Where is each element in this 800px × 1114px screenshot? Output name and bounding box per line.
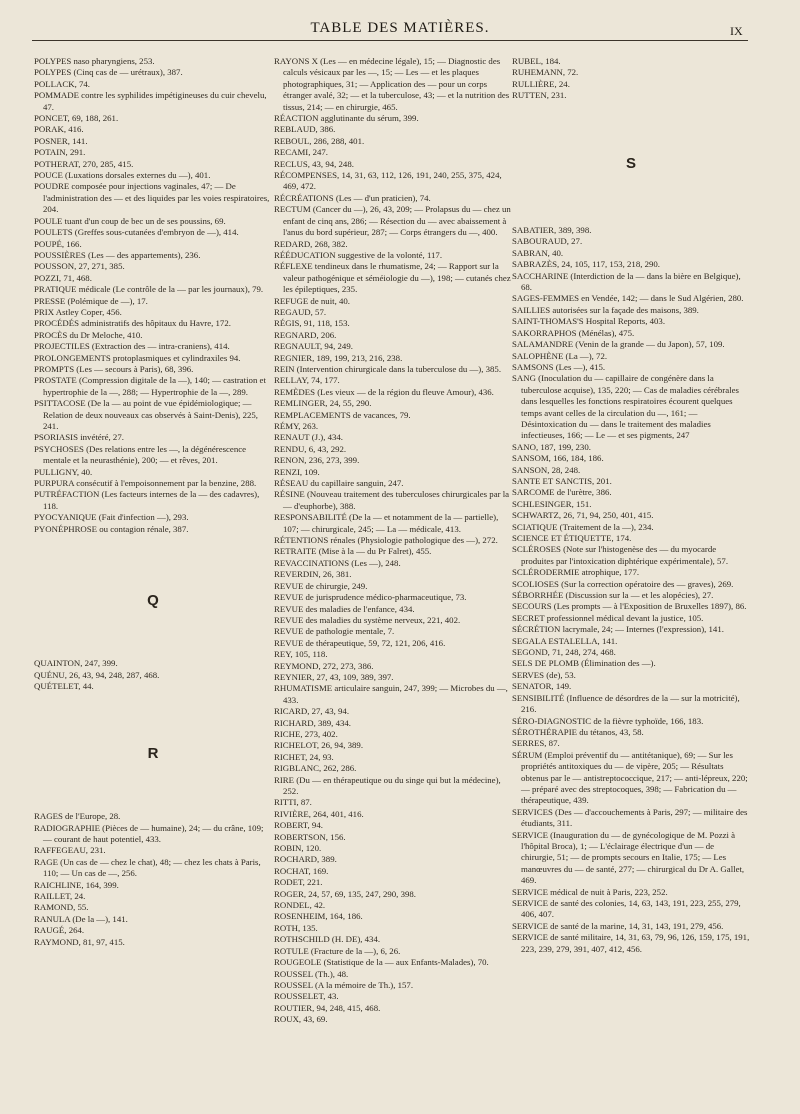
index-entry: REYMOND, 272, 273, 386.: [274, 660, 374, 671]
index-entry: RÉACTION agglutinante du sérum, 399.: [274, 113, 419, 124]
index-entry: ROTHSCHILD (H. DE), 434.: [274, 934, 381, 945]
index-entry: ROGER, 24, 57, 69, 135, 247, 290, 398.: [274, 888, 416, 899]
index-entry: RESPONSABILITÉ (De la — et notamment de la — partielle), 107; — chirurgicale, 245; — La — médicale, 413.: [274, 512, 499, 534]
index-entry: POSNER, 141.: [34, 135, 88, 146]
index-entry: SACCHARINE (Interdiction de la — dans la bière en Belgique), 68.: [512, 270, 741, 293]
index-entry: RENAUT (J.), 434.: [274, 432, 343, 443]
index-entry: RECLUS, 43, 94, 248.: [274, 158, 354, 169]
index-entry: POTHERAT, 270, 285, 415.: [34, 158, 134, 169]
index-entry: PROJECTILES (Extraction des — intra-craniens), 414.: [34, 341, 230, 352]
index-entry: RÉÉDUCATION suggestive de la volonté, 117.: [274, 249, 443, 260]
index-entry: RAGE (Un cas de — chez le chat), 48; — chez les chats à Paris, 110; — Un cas de —, 256.: [34, 856, 261, 879]
index-entry: POTAIN, 291.: [34, 147, 86, 158]
index-entry: RONDEL, 42.: [274, 900, 326, 911]
index-entry: SECRET professionnel médical devant la justice, 105.: [512, 612, 704, 623]
index-entry: ROBIN, 120.: [274, 843, 322, 854]
index-entry: RIRE (Du — en thérapeutique ou du singe qui but la médecine), 252.: [274, 774, 501, 796]
index-entry: POLYPES naso pharyngiens, 253.: [34, 56, 155, 66]
index-entry: SERVICES (Des — d'accouchements à Paris, 297; — militaire des étudiants, 311.: [512, 806, 748, 829]
index-entry: RAFFEGEAU, 231.: [34, 845, 106, 856]
index-entry: REVUE des maladies du système nerveux, 221, 402.: [274, 614, 461, 625]
index-entry: SENATOR, 149.: [512, 681, 572, 692]
index-entry: ROBERT, 94.: [274, 820, 323, 831]
index-entry: SERVICE de santé militaire, 14, 31, 63, 79, 96, 126, 159, 175, 191, 223, 239, 279, 391, 407, 412, 456.: [512, 932, 750, 954]
index-entry: ROUGEOLE (Statistique de la — aux Enfants-Malades), 70.: [274, 957, 489, 968]
index-entry: PSITTACOSE (De la — au point de vue épidémiologique; — Relation de deux nouveaux cas observés à Saint-Denis), 225, 241.: [34, 398, 258, 431]
index-entry: SAGES-FEMMES en Vendée, 142; — dans le Sud Algérien, 280.: [512, 293, 744, 304]
index-entry: RAYONS X (Les — en médecine légale), 15; — Diagnostic des calculs vésicaux par les —, 15; — Les — et les plaques photographiques, 31; — Application des — pour un corps étranger avalé, 32; — et la tuberculose, 43; — et la nutrition des tissus, 214; — en chirurgie, 465.: [274, 56, 510, 112]
index-entry: RENZI, 109.: [274, 466, 320, 477]
entries-r: [34, 811, 272, 948]
index-entry: SÉRUM (Emploi préventif du — antitétanique), 69; — Sur les propriétés antitoxiques du — de vipère, 205; — Résultats obtenus par le — antistreptococcique, 217; — anti-lépreux, 220; — préparé avec des streptocoques, 398; — Fabrication du — thérapeutique, 439.: [512, 749, 748, 806]
index-entry: ROTULE (Fracture de la —), 6, 26.: [274, 945, 401, 956]
index-entry: POULE tuant d'un coup de bec un de ses poussins, 69.: [34, 215, 226, 226]
index-entry: POLYPES (Cinq cas de — urétraux), 387.: [34, 67, 183, 78]
index-entry: SAINT-THOMAS'S Hospital Reports, 403.: [512, 316, 666, 327]
entries-q: [34, 658, 272, 692]
index-column-3: [512, 56, 750, 955]
index-entry: REY, 105, 118.: [274, 649, 328, 660]
index-entry: RICARD, 27, 43, 94.: [274, 706, 350, 717]
index-entry: RICHELOT, 26, 94, 389.: [274, 740, 364, 751]
index-entry: ROUTIER, 94, 248, 415, 468.: [274, 1002, 381, 1013]
index-entry: PROCÉDÉS administratifs des hôpitaux du Havre, 172.: [34, 318, 231, 329]
index-entry: ROUX, 43, 69.: [274, 1014, 328, 1025]
index-entry: RÉSINE (Nouveau traitement des tuberculoses chirurgicales par la — d'euphorbe), 388.: [274, 489, 510, 511]
index-entry: QUÉNU, 26, 43, 94, 248, 287, 468.: [34, 669, 160, 680]
entries-s: [512, 225, 750, 955]
entries-r-continued: [274, 56, 512, 1026]
index-entry: REDARD, 268, 382.: [274, 238, 348, 249]
index-entry: PRESSE (Polémique de —), 17.: [34, 295, 148, 306]
index-entry: RÉMY, 263.: [274, 421, 319, 431]
index-entry: PROCÈS du Dr Meloche, 410.: [34, 329, 143, 340]
page-number: IX: [730, 24, 743, 38]
index-entry: RIGBLANC, 262, 286.: [274, 763, 357, 774]
index-entry: PYONÉPHROSE ou contagion rénale, 387.: [34, 523, 189, 534]
entries-r-end: [512, 56, 750, 102]
index-entry: SABOURAUD, 27.: [512, 236, 583, 247]
index-entry: REGNAULT, 94, 249.: [274, 341, 353, 352]
index-entry: REVUE de thérapeutique, 59, 72, 121, 206, 416.: [274, 637, 446, 648]
index-entry: SANG (Inoculation du — capillaire de congénère dans la tuberculose acquise), 135, 220; — Cas de maladies cérébrales dans lesquelles les fonctions respiratoires écourent quelques temps avant celles de la circulation du —, 161; — Désintoxication du — dans le traitement des maladies infectieuses, 166; — Le — et ses pigments, 247: [512, 373, 739, 441]
index-entry: SCLÉROSES (Note sur l'histogenèse des — du myocarde produites par l'intoxication diphtérique expérimentale), 57.: [512, 544, 729, 566]
index-entry: POZZI, 71, 468.: [34, 272, 92, 283]
index-entry: SAILLIES autorisées sur la façade des maisons, 389.: [512, 304, 699, 315]
index-entry: ROUSSELET, 43.: [274, 991, 339, 1002]
index-entry: PROSTATE (Compression digitale de la —), 140; — castration et hypertrophie de la —, 288; — Hypertrophie de la —, 289.: [34, 375, 266, 397]
index-entry: SELS DE PLOMB (Élimination des —).: [512, 658, 656, 669]
index-entry: SCIATIQUE (Traitement de la —), 234.: [512, 521, 654, 532]
index-entry: RAYMOND, 81, 97, 415.: [34, 936, 125, 947]
index-entry: SEGALA ESTALELLA, 141.: [512, 635, 618, 646]
index-entry: SAMSONS (Les —), 415.: [512, 361, 606, 372]
index-entry: SCIENCE ET ÉTIQUETTE, 174.: [512, 533, 632, 543]
index-entry: PURPURA consécutif à l'empoisonnement par la benzine, 288.: [34, 478, 257, 489]
index-entry: SCHWARTZ, 26, 71, 94, 250, 401, 415.: [512, 510, 654, 521]
index-entry: POUPÉ, 166.: [34, 238, 82, 249]
index-entry: REMLINGER, 24, 55, 290.: [274, 398, 372, 409]
index-entry: REFUGE de nuit, 40.: [274, 295, 350, 306]
index-entry: ROSENHEIM, 164, 186.: [274, 911, 363, 922]
index-entry: ROCHARD, 389.: [274, 854, 337, 865]
index-entry: RULLIÈRE, 24.: [512, 78, 570, 89]
index-entry: POUSSIÈRES (Les — des appartements), 236.: [34, 249, 201, 260]
index-entry: ROCHAT, 169.: [274, 865, 329, 876]
index-entry: SÉBORRHÉE (Discussion sur la — et les alopécies), 27.: [512, 590, 714, 601]
index-entry: REVUE de chirurgie, 249.: [274, 580, 368, 591]
index-entry: SANSOM, 166, 184, 186.: [512, 453, 604, 464]
index-entry: POUCE (Luxations dorsales externes du —), 401.: [34, 170, 211, 181]
index-entry: SÉROTHÉRAPIE du tétanos, 43, 58.: [512, 726, 644, 737]
index-entry: SANSON, 28, 248.: [512, 464, 581, 475]
index-entry: RÉGIS, 91, 118, 153.: [274, 318, 350, 329]
index-entry: RAILLET, 24.: [34, 890, 86, 901]
index-entry: SANO, 187, 199, 230.: [512, 441, 591, 452]
index-entry: SARCOME de l'urètre, 386.: [512, 487, 612, 498]
index-entry: RICHARD, 389, 434.: [274, 717, 351, 728]
index-entry: SABRAZÈS, 24, 105, 117, 153, 218, 290.: [512, 259, 661, 270]
index-entry: SERVICE de santé des colonies, 14, 63, 143, 191, 223, 255, 279, 406, 407.: [512, 898, 741, 920]
index-entry: SALOPHÈNE (La —), 72.: [512, 350, 608, 361]
index-entry: REIN (Intervention chirurgicale dans la tuberculose du —), 385.: [274, 363, 502, 374]
index-entry: SERVICE (Inauguration du — de gynécologique de M. Pozzi à l'hôpital Broca), 1; — L'éclairage électrique d'un — de chirurgie, 51; — de prompts secours en Italie, 175; — Les manœuvres du — de santé, 277; — chirurgical du Dr A. Gallet, 469.: [512, 829, 745, 886]
index-entry: RENON, 236, 273, 399.: [274, 455, 360, 466]
index-entry: ROTH, 135.: [274, 922, 318, 933]
index-entry: RHUMATISME articulaire sanguin, 247, 399; — Microbes du —, 433.: [274, 683, 508, 705]
index-entry: QUÉTELET, 44.: [34, 681, 94, 692]
section-letter-r: R: [147, 744, 159, 762]
entries-p: [34, 56, 272, 535]
index-entry: ROUSSEL (Th.), 48.: [274, 968, 349, 979]
index-entry: POUSSON, 27, 271, 385.: [34, 261, 125, 272]
index-entry: QUAINTON, 247, 399.: [34, 658, 118, 669]
index-entry: SAKORRAPHOS (Ménélas), 475.: [512, 327, 635, 338]
index-entry: SABATIER, 389, 398.: [512, 225, 592, 236]
index-entry: RAUGÉ, 264.: [34, 925, 85, 936]
index-entry: SERRES, 87.: [512, 738, 560, 749]
index-entry: ROUSSEL (A la mémoire de Th.), 157.: [274, 979, 414, 990]
index-entry: PSORIASIS invétéré, 27.: [34, 432, 124, 443]
index-entry: RÉCOMPENSES, 14, 31, 63, 112, 126, 191, 240, 255, 375, 424, 469, 472.: [274, 170, 502, 192]
index-entry: SANTE ET SANCTIS, 201.: [512, 475, 612, 486]
index-entry: ROBERTSON, 156.: [274, 831, 346, 842]
index-column-2: [274, 56, 512, 1026]
index-entry: PROLONGEMENTS protoplasmiques et cylindraxiles 94.: [34, 352, 241, 363]
index-entry: PSYCHOSES (Des relations entre les —, la dégénérescence mentale et la neurasthénie), 200; — et rêves, 201.: [34, 443, 247, 466]
index-entry: REBOUL, 286, 288, 401.: [274, 135, 365, 146]
index-entry: PRIX Astley Coper, 456.: [34, 306, 122, 317]
index-entry: POUDRE composée pour injections vaginales, 47; — De l'administration des — et des liquides par les voies respiratoires, 204.: [34, 181, 270, 215]
index-entry: RANULA (De la —), 141.: [34, 913, 128, 924]
index-entry: REMÈDES (Les vieux — de la région du fleuve Amour), 436.: [274, 386, 494, 397]
index-entry: REVACCINATIONS (Les —), 248.: [274, 557, 401, 568]
index-entry: SABRAN, 40.: [512, 247, 564, 258]
index-entry: REGAUD, 57.: [274, 306, 327, 317]
index-entry: SEGOND, 71, 248, 274, 468.: [512, 647, 616, 658]
index-entry: RECAMI, 247.: [274, 147, 329, 158]
index-entry: REBLAUD, 386.: [274, 124, 336, 135]
index-entry: RETRAITE (Mise à la — du Pr Falret), 455.: [274, 546, 432, 557]
index-entry: SECOURS (Les prompts — à l'Exposition de Bruxelles 1897), 86.: [512, 601, 747, 612]
index-entry: REVUE de pathologie mentale, 7.: [274, 626, 395, 637]
index-entry: RADIOGRAPHIE (Pièces de — humaine), 24; — du crâne, 109; — courant de haut potentiel, 433.: [34, 822, 264, 844]
index-entry: PRATIQUE médicale (Le contrôle de la — par les journaux), 79.: [34, 284, 264, 295]
index-entry: PULLIGNY, 40.: [34, 466, 93, 477]
index-entry: SCOLIOSES (Sur la correction opératoire des — graves), 269.: [512, 578, 734, 589]
index-entry: RUHEMANN, 72.: [512, 67, 579, 78]
index-entry: RAMOND, 55.: [34, 902, 89, 913]
index-entry: RODET, 221.: [274, 877, 323, 888]
index-entry: SÉRO-DIAGNOSTIC de la fièvre typhoïde, 166, 183.: [512, 715, 704, 726]
index-entry: SCLÉRODERMIE atrophique, 177.: [512, 567, 640, 578]
index-entry: POMMADE contre les syphilides impétigineuses du cuir chevelu, 47.: [34, 90, 267, 112]
section-letter-q: Q: [147, 592, 159, 610]
index-entry: REVUE des maladies de l'enfance, 434.: [274, 603, 415, 614]
index-entry: RUTTEN, 231.: [512, 90, 567, 101]
index-entry: RENDU, 6, 43, 292.: [274, 443, 347, 454]
index-column-1: [34, 56, 272, 948]
index-entry: RELLAY, 74, 177.: [274, 375, 340, 386]
index-entry: RÉTENTIONS rénales (Physiologie pathologique des —), 272.: [274, 535, 498, 546]
index-entry: RAICHLINE, 164, 399.: [34, 879, 119, 890]
index-entry: SALAMANDRE (Venin de la grande — du Japon), 57, 109.: [512, 339, 725, 350]
index-entry: RIVIÈRE, 264, 401, 416.: [274, 808, 364, 819]
index-entry: PONCET, 69, 188, 261.: [34, 113, 119, 124]
index-entry: REGNIER, 189, 199, 213, 216, 238.: [274, 352, 403, 363]
index-entry: PORAK, 416.: [34, 124, 84, 135]
index-entry: SENSIBILITÉ (Influence de désordres de la — sur la motricité), 216.: [512, 692, 740, 715]
index-entry: RITTI, 87.: [274, 797, 312, 808]
index-entry: RÉSEAU du capillaire sanguin, 247.: [274, 478, 404, 489]
header-rule: [32, 40, 748, 41]
index-entry: PROMPTS (Les — secours à Paris), 68, 396.: [34, 363, 194, 374]
index-entry: SERVICE de santé de la marine, 14, 31, 143, 191, 279, 456.: [512, 920, 724, 931]
index-entry: REVERDIN, 26, 381.: [274, 569, 352, 580]
index-entry: RÉCRÉATIONS (Les — d'un praticien), 74.: [274, 192, 431, 203]
index-entry: SÉCRÉTION lacrymale, 24; — Internes (l'expression), 141.: [512, 624, 724, 635]
index-entry: SCHLESINGER, 151.: [512, 498, 592, 509]
index-entry: REMPLACEMENTS de vacances, 79.: [274, 409, 411, 420]
index-entry: RECTUM (Cancer du —), 26, 43, 209; — Prolapsus du — chez un enfant de cinq ans, 286; — Résection du — avec abaissement à l'anus du bord supérieur, 287; — Corps étrangers du —, 400.: [274, 204, 511, 238]
index-entry: SERVES (de), 53.: [512, 669, 576, 680]
index-entry: PYOCYANIQUE (Fait d'infection —), 293.: [34, 512, 189, 523]
index-entry: POULETS (Greffes sous-cutanées d'embryon de —), 414.: [34, 227, 239, 238]
index-entry: POLLACK, 74.: [34, 78, 90, 89]
index-entry: RÉFLEXE tendineux dans le rhumatisme, 24; — Rapport sur la valeur pathogénique et séméiologie du —), 198; — cutanés chez les épileptiques, 235.: [274, 261, 511, 295]
index-entry: PUTRÉFACTION (Les facteurs internes de la — des cadavres), 118.: [34, 489, 260, 511]
index-entry: RUBEL, 184.: [512, 56, 561, 66]
section-letter-s: S: [625, 154, 636, 172]
index-entry: SERVICE médical de nuit à Paris, 223, 252.: [512, 886, 668, 897]
index-entry: RAGES de l'Europe, 28.: [34, 811, 121, 822]
page-title: TABLE DES MATIÈRES.: [310, 20, 490, 36]
index-entry: REYNIER, 27, 43, 109, 389, 397.: [274, 671, 394, 682]
index-entry: RICHE, 273, 402.: [274, 728, 338, 739]
index-entry: REVUE de jurisprudence médico-pharmaceutique, 73.: [274, 592, 467, 603]
index-entry: REGNARD, 206.: [274, 329, 337, 340]
index-entry: RICHET, 24, 93.: [274, 751, 334, 762]
